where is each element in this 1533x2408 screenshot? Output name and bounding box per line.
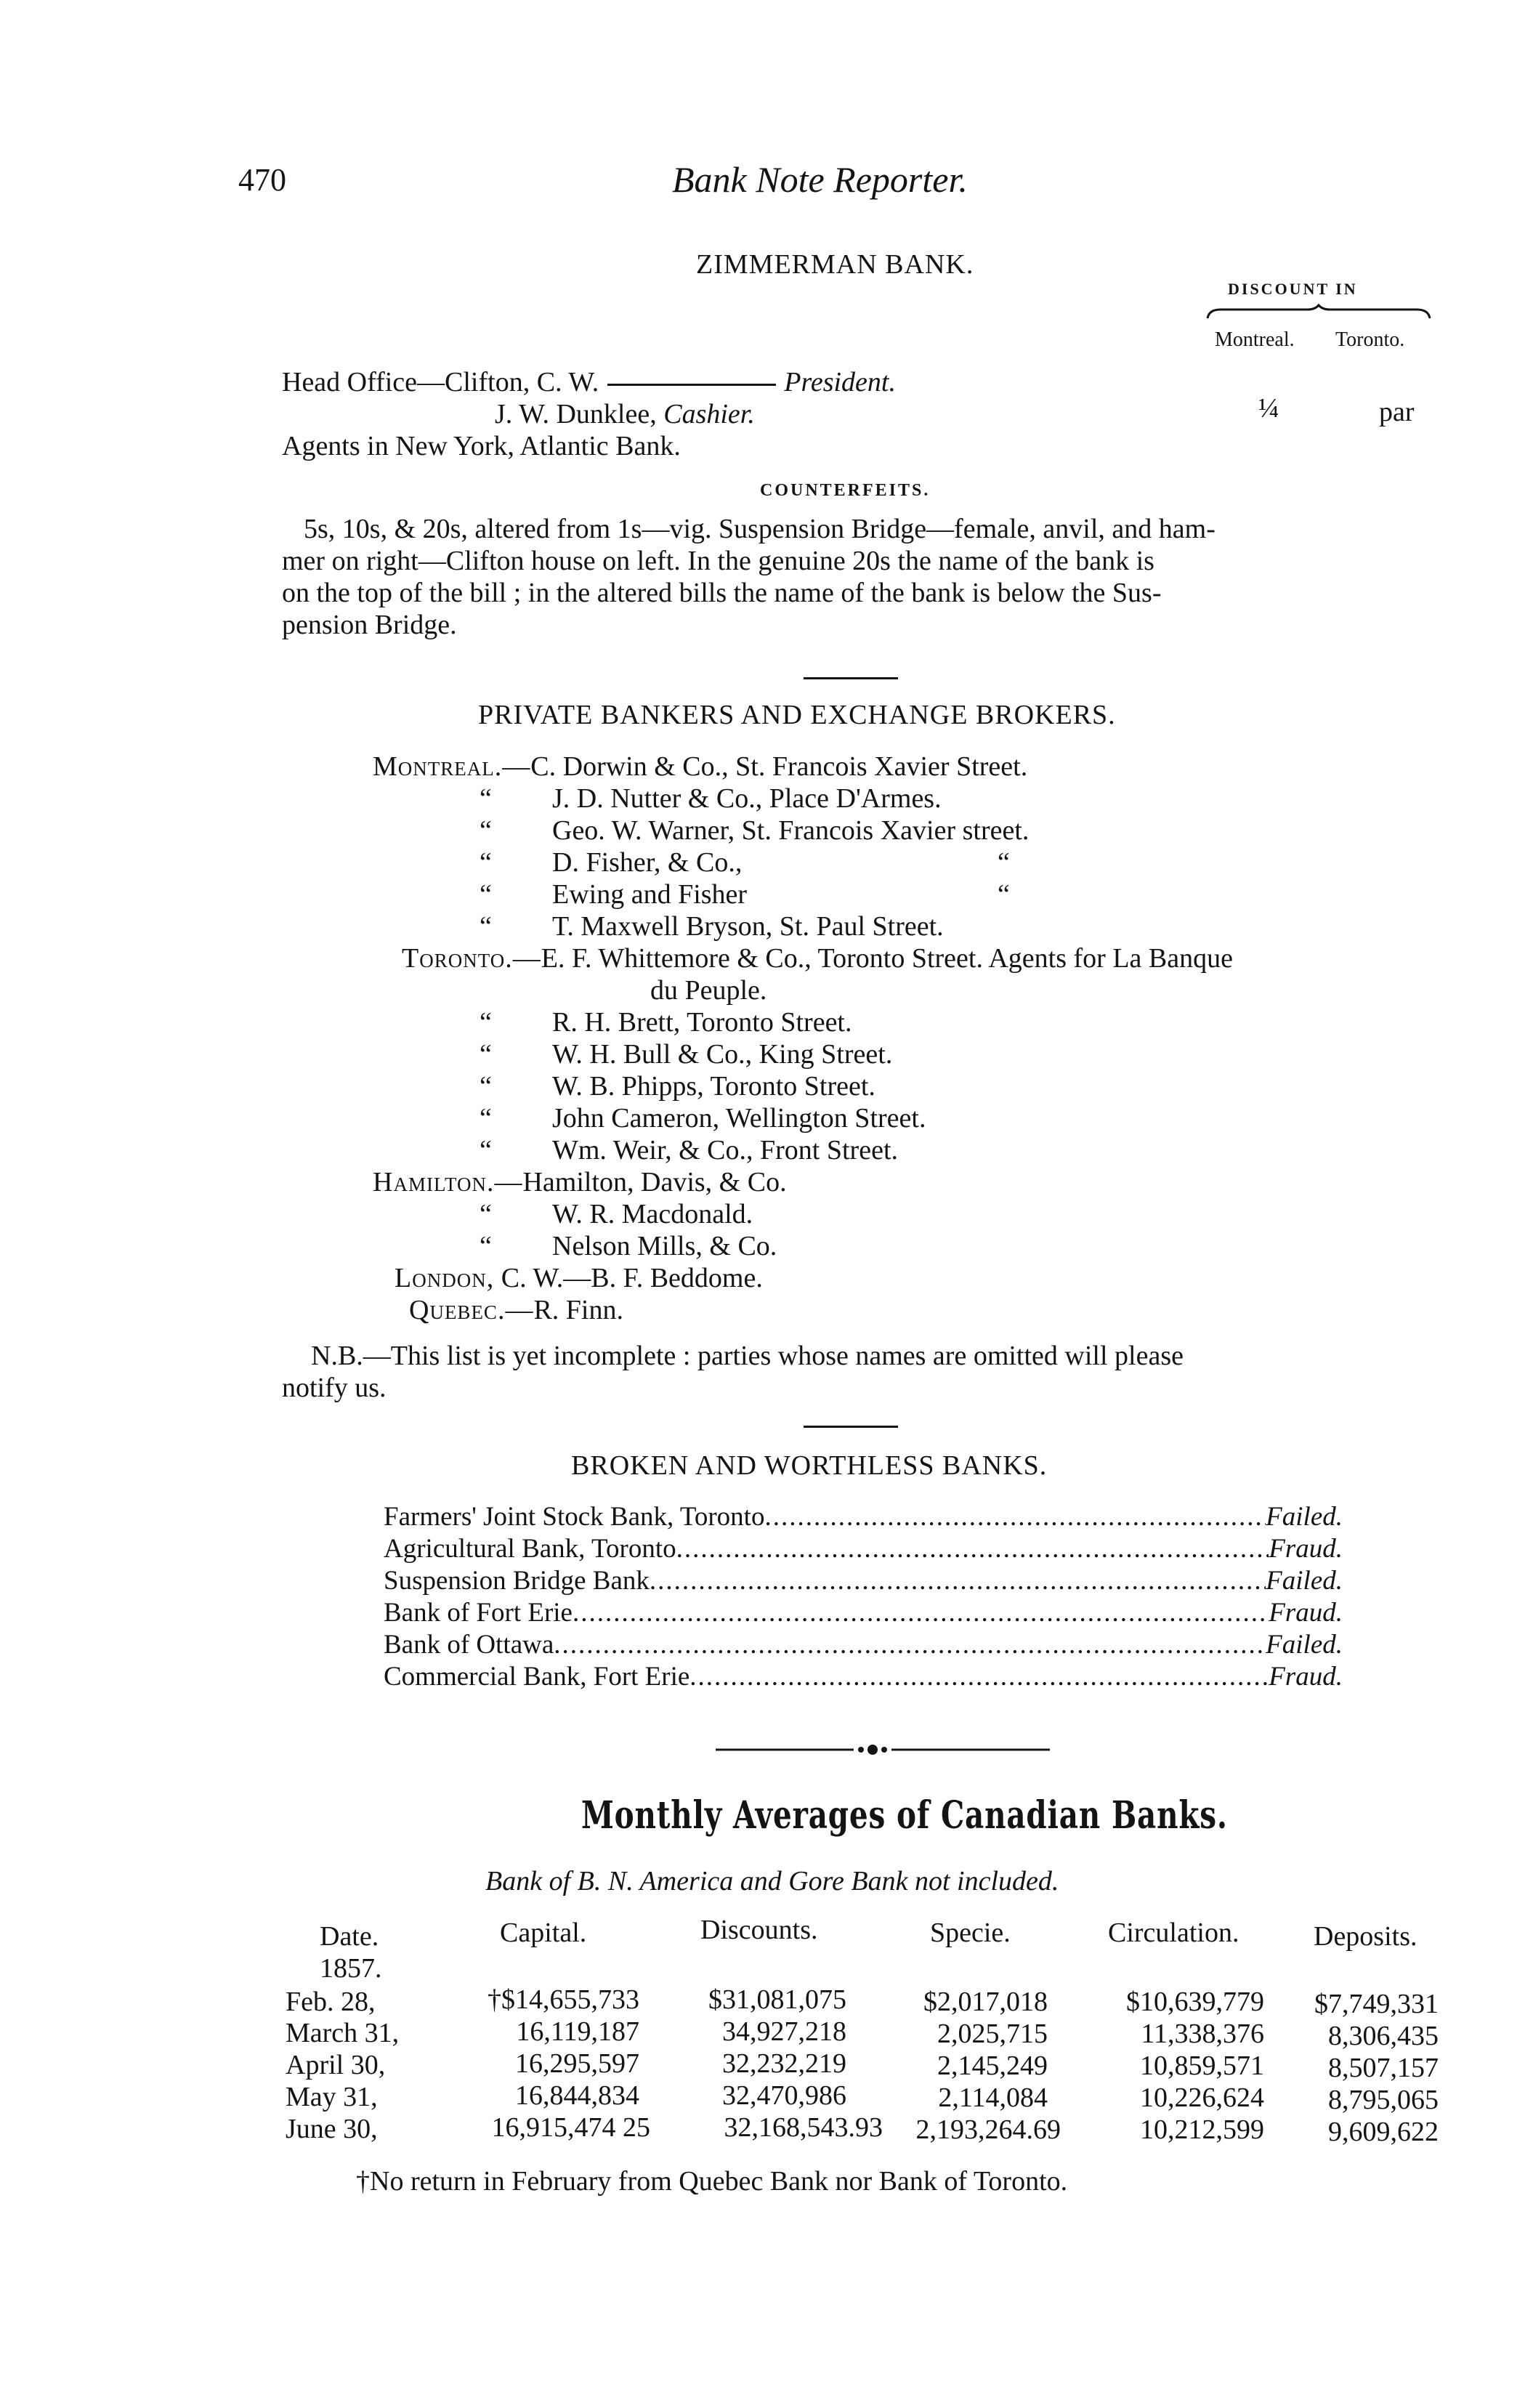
zimmerman-bank-title: ZIMMERMAN BANK. <box>696 249 974 280</box>
col-header-specie: Specie. <box>930 1918 1011 1948</box>
cell-specie: 2,193,264.69 <box>915 2114 1061 2145</box>
cell-date: March 31, <box>286 2018 400 2048</box>
col-header-date: Date. <box>320 1921 379 1952</box>
city-label: Hamilton.— <box>373 1167 523 1197</box>
banker-text: C. Dorwin & Co., St. Francois Xavier Street. <box>530 751 1028 782</box>
col-header-circulation: Circulation. <box>1108 1918 1239 1948</box>
bank-status: Failed. <box>1266 1502 1343 1532</box>
ditto-mark: “ <box>480 1103 492 1134</box>
cell-capital: 16,844,834 <box>515 2080 639 2111</box>
broken-bank-row <box>384 1661 1343 1693</box>
cell-discounts: 34,927,218 <box>722 2016 846 2047</box>
discount-col-montreal: Montreal. <box>1215 328 1295 351</box>
ditto-mark: “ <box>480 847 492 878</box>
banker-text: T. Maxwell Bryson, St. Paul Street. <box>552 911 944 942</box>
running-title: Bank Note Reporter. <box>672 159 968 200</box>
city-label: Montreal.— <box>373 751 531 782</box>
cell-circulation: 10,212,599 <box>1140 2114 1264 2145</box>
cell-deposits: 8,306,435 <box>1328 2021 1439 2051</box>
cell-specie: 2,114,084 <box>938 2082 1048 2113</box>
cell-capital: 16,915,474 25 <box>491 2112 650 2143</box>
banker-text: Hamilton, Davis, & Co. <box>522 1167 787 1197</box>
year-label: 1857. <box>320 1953 382 1984</box>
private-bankers-title: PRIVATE BANKERS AND EXCHANGE BROKERS. <box>478 700 1116 730</box>
cell-date: April 30, <box>286 2050 386 2080</box>
averages-title: Monthly Averages of Canadian Banks. <box>581 1793 1228 1838</box>
dot-leader <box>650 1565 1266 1596</box>
ditto-mark: “ <box>480 1039 492 1070</box>
col-header-discounts: Discounts. <box>700 1915 818 1945</box>
counterfeit-line: pension Bridge. <box>282 610 457 640</box>
col-header-capital: Capital. <box>500 1918 587 1948</box>
cashier-label: Cashier. <box>663 399 755 429</box>
cashier-name: J. W. Dunklee, <box>495 399 657 429</box>
counterfeits-heading: COUNTERFEITS. <box>760 481 931 500</box>
broken-bank-row <box>384 1533 1343 1565</box>
bank-name: Suspension Bridge Bank <box>384 1566 650 1596</box>
ditto-mark: “ <box>480 1007 492 1038</box>
col-header-deposits: Deposits. <box>1314 1921 1417 1952</box>
banker-text: Geo. W. Warner, St. Francois Xavier street. <box>552 815 1030 846</box>
ornamental-divider <box>716 1742 1050 1757</box>
cell-date: May 31, <box>286 2082 378 2112</box>
banker-line <box>395 1262 763 1294</box>
ditto-mark: “ <box>480 783 492 814</box>
banker-text: R. Finn. <box>533 1295 623 1325</box>
discount-col-toronto: Toronto. <box>1335 328 1405 351</box>
ditto-mark: “ <box>480 815 492 846</box>
bank-status: Fraud. <box>1269 1662 1343 1692</box>
ditto-mark: “ <box>480 1231 492 1261</box>
broken-bank-row <box>384 1565 1343 1597</box>
cell-capital: †$14,655,733 <box>488 1984 639 2015</box>
cashier-line <box>495 398 755 430</box>
banker-text: J. D. Nutter & Co., Place D'Armes. <box>552 783 942 814</box>
banker-text: Ewing and Fisher <box>552 879 748 910</box>
cell-specie: 2,145,249 <box>937 2051 1048 2081</box>
banker-line <box>409 1294 623 1326</box>
bank-name: Agricultural Bank, Toronto <box>384 1534 676 1564</box>
cell-discounts: 32,470,986 <box>722 2080 846 2111</box>
cell-capital: 16,119,187 <box>516 2016 639 2047</box>
banker-text: R. H. Brett, Toronto Street. <box>552 1007 852 1038</box>
cell-deposits: 8,507,157 <box>1328 2053 1439 2083</box>
banker-text: W. B. Phipps, Toronto Street. <box>552 1071 875 1102</box>
banker-text: John Cameron, Wellington Street. <box>552 1103 926 1134</box>
banker-continuation: du Peuple. <box>650 975 767 1006</box>
discount-label: DISCOUNT IN <box>1228 280 1358 298</box>
ditto-mark: “ <box>998 879 1010 910</box>
dot-leader <box>676 1533 1269 1564</box>
section-divider <box>804 677 898 679</box>
dot-leader <box>554 1629 1266 1660</box>
note-line: notify us. <box>282 1373 387 1403</box>
banker-line <box>373 1166 787 1198</box>
cell-deposits: $7,749,331 <box>1314 1989 1439 2019</box>
banker-text: E. F. Whittemore & Co., Toronto Street. Agents for La Banque <box>541 943 1233 974</box>
cell-specie: 2,025,715 <box>937 2019 1048 2049</box>
cell-circulation: 10,226,624 <box>1140 2082 1264 2113</box>
dot-leader <box>764 1501 1266 1532</box>
president-label: President. <box>784 367 896 397</box>
broken-bank-row <box>384 1629 1343 1661</box>
note-line: N.B.—This list is yet incomplete : parties whose names are omitted will please <box>311 1341 1184 1371</box>
bank-status: Failed. <box>1266 1566 1343 1596</box>
broken-bank-row <box>384 1597 1343 1629</box>
cell-circulation: $10,639,779 <box>1126 1987 1264 2017</box>
ditto-mark: “ <box>480 911 492 942</box>
bank-name: Commercial Bank, Fort Erie <box>384 1662 690 1692</box>
counterfeit-line: on the top of the bill ; in the altered bills the name of the bank is below the Sus- <box>282 578 1162 608</box>
cell-circulation: 10,859,571 <box>1140 2051 1264 2081</box>
ditto-mark: “ <box>480 1199 492 1229</box>
discount-brace <box>1206 304 1431 321</box>
city-label: Quebec.— <box>409 1295 534 1325</box>
banker-text: D. Fisher, & Co., <box>552 847 743 878</box>
cell-circulation: 11,338,376 <box>1141 2019 1264 2049</box>
broken-banks-title: BROKEN AND WORTHLESS BANKS. <box>571 1450 1048 1481</box>
banker-text: W. R. Macdonald. <box>552 1199 753 1229</box>
cell-discounts: $31,081,075 <box>708 1984 846 2015</box>
ditto-mark: “ <box>480 1071 492 1102</box>
bank-name: Bank of Fort Erie <box>384 1598 573 1628</box>
banker-text: Wm. Weir, & Co., Front Street. <box>552 1135 899 1165</box>
agents-line: Agents in New York, Atlantic Bank. <box>282 431 681 461</box>
cell-date: Feb. 28, <box>286 1987 376 2017</box>
broken-bank-row <box>384 1501 1343 1533</box>
page-number: 470 <box>238 162 286 198</box>
averages-footnote: †No return in February from Quebec Bank nor Bank of Toronto. <box>356 2166 1068 2197</box>
discount-montreal-value: ¼ <box>1258 393 1279 424</box>
bank-status: Fraud. <box>1269 1534 1343 1564</box>
banker-text: W. H. Bull & Co., King Street. <box>552 1039 893 1070</box>
banker-text: C. W.—B. F. Beddome. <box>501 1263 763 1293</box>
counterfeit-line: 5s, 10s, & 20s, altered from 1s—vig. Suspension Bridge—female, anvil, and ham- <box>304 514 1216 544</box>
head-office: Head Office—Clifton, C. W. <box>282 367 599 397</box>
president-blank <box>607 384 776 386</box>
cell-discounts: 32,232,219 <box>722 2048 846 2079</box>
city-label: Toronto.— <box>402 943 541 974</box>
averages-subtitle: Bank of B. N. America and Gore Bank not included. <box>485 1866 1059 1896</box>
banker-line <box>373 751 1027 783</box>
cell-capital: 16,295,597 <box>515 2048 639 2079</box>
ditto-mark: “ <box>480 1135 492 1165</box>
section-divider <box>804 1426 898 1428</box>
bank-name: Bank of Ottawa <box>384 1630 554 1660</box>
bank-status: Fraud. <box>1269 1598 1343 1628</box>
bank-status: Failed. <box>1266 1630 1343 1660</box>
ditto-mark: “ <box>480 879 492 910</box>
cell-discounts: 32,168,543.93 <box>724 2112 883 2143</box>
city-label: London, <box>395 1263 495 1293</box>
cell-date: June 30, <box>286 2114 378 2144</box>
cell-deposits: 8,795,065 <box>1328 2085 1439 2115</box>
counterfeit-line: mer on right—Clifton house on left. In the genuine 20s the name of the bank is <box>282 546 1154 576</box>
dot-leader <box>689 1661 1269 1692</box>
banker-text: Nelson Mills, & Co. <box>552 1231 777 1261</box>
cell-deposits: 9,609,622 <box>1328 2117 1439 2147</box>
banker-line <box>402 942 1233 974</box>
bank-name: Farmers' Joint Stock Bank, Toronto <box>384 1502 765 1532</box>
dot-leader <box>573 1597 1269 1628</box>
head-office-line <box>282 366 896 398</box>
cell-specie: $2,017,018 <box>923 1987 1048 2017</box>
ditto-mark: “ <box>998 847 1010 878</box>
discount-toronto-value: par <box>1379 397 1415 427</box>
